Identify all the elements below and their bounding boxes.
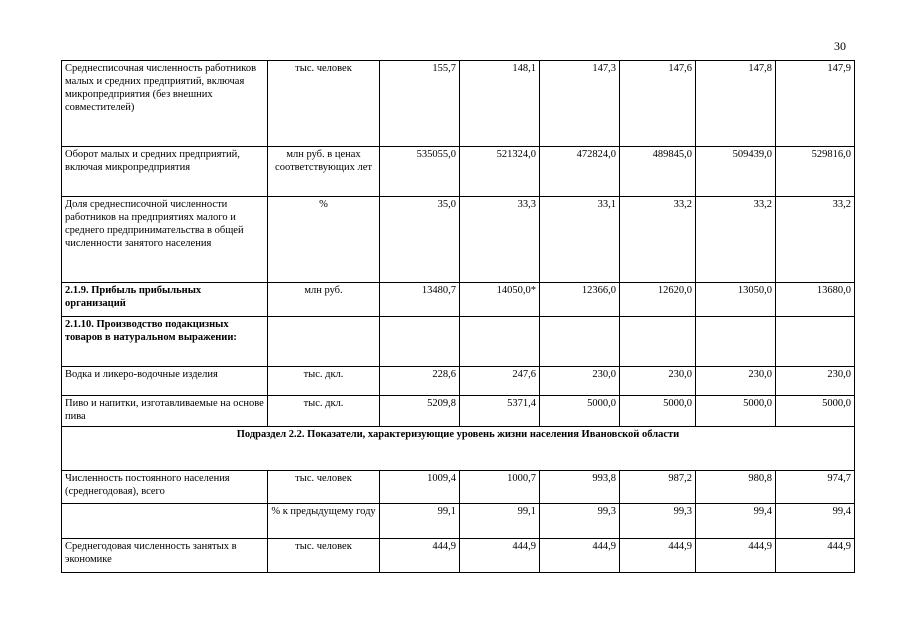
indicators-table — [61, 60, 855, 573]
value-cell: 230,0 — [540, 367, 620, 396]
table-row — [62, 147, 855, 197]
value-cell: 5000,0 — [696, 396, 776, 427]
value-cell: 1000,7 — [460, 471, 540, 504]
table-row — [62, 471, 855, 504]
value-cell: 444,9 — [540, 539, 620, 573]
row-label: Численность постоянного населения (среднегодовая), всего — [62, 471, 268, 504]
subsection-heading: Подраздел 2.2. Показатели, характеризующие уровень жизни населения Ивановской области — [62, 427, 855, 471]
row-label: Оборот малых и средних предприятий, включая микропредприятия — [62, 147, 268, 197]
value-cell: 5000,0 — [540, 396, 620, 427]
row-unit: млн руб. в ценах соответствующих лет — [268, 147, 380, 197]
row-unit: тыс. дкл. — [268, 396, 380, 427]
value-cell: 155,7 — [380, 61, 460, 147]
value-cell: 5209,8 — [380, 396, 460, 427]
value-cell: 12620,0 — [620, 283, 696, 317]
value-cell: 99,4 — [776, 504, 855, 539]
table-row — [62, 367, 855, 396]
value-cell: 230,0 — [696, 367, 776, 396]
row-unit: тыс. человек — [268, 539, 380, 573]
value-cell: 99,3 — [540, 504, 620, 539]
value-cell: 13680,0 — [776, 283, 855, 317]
table-row — [62, 504, 855, 539]
value-cell: 444,9 — [460, 539, 540, 573]
value-cell: 33,3 — [460, 197, 540, 283]
value-cell: 147,6 — [620, 61, 696, 147]
value-cell: 13480,7 — [380, 283, 460, 317]
row-unit: % — [268, 197, 380, 283]
value-cell: 147,8 — [696, 61, 776, 147]
value-cell: 147,3 — [540, 61, 620, 147]
table-row — [62, 317, 855, 367]
value-cell: 13050,0 — [696, 283, 776, 317]
value-cell: 33,2 — [696, 197, 776, 283]
value-cell: 5000,0 — [776, 396, 855, 427]
value-cell: 228,6 — [380, 367, 460, 396]
value-cell: 33,2 — [620, 197, 696, 283]
value-cell: 230,0 — [776, 367, 855, 396]
table-row — [62, 396, 855, 427]
row-label: Доля среднесписочной численности работников на предприятиях малого и среднего предпринимательства в общей численности занятого населения — [62, 197, 268, 283]
row-unit: млн руб. — [268, 283, 380, 317]
value-cell: 1009,4 — [380, 471, 460, 504]
row-unit: тыс. дкл. — [268, 367, 380, 396]
value-cell: 99,3 — [620, 504, 696, 539]
value-cell: 147,9 — [776, 61, 855, 147]
value-cell: 247,6 — [460, 367, 540, 396]
value-cell: 974,7 — [776, 471, 855, 504]
table-row — [62, 283, 855, 317]
row-label — [62, 504, 268, 539]
value-cell: 521324,0 — [460, 147, 540, 197]
value-cell: 99,4 — [696, 504, 776, 539]
value-cell: 14050,0* — [460, 283, 540, 317]
value-cell: 993,8 — [540, 471, 620, 504]
value-cell: 529816,0 — [776, 147, 855, 197]
value-cell: 509439,0 — [696, 147, 776, 197]
value-cell: 489845,0 — [620, 147, 696, 197]
value-cell: 33,2 — [776, 197, 855, 283]
value-cell: 444,9 — [380, 539, 460, 573]
row-label: Среднегодовая численность занятых в экономике — [62, 539, 268, 573]
row-unit: тыс. человек — [268, 471, 380, 504]
value-cell: 444,9 — [776, 539, 855, 573]
value-cell: 5371,4 — [460, 396, 540, 427]
value-cell: 987,2 — [620, 471, 696, 504]
row-label: Пиво и напитки, изготавливаемые на основе пива — [62, 396, 268, 427]
value-cell: 99,1 — [380, 504, 460, 539]
table-row — [62, 61, 855, 147]
value-cell: 444,9 — [696, 539, 776, 573]
value-cell: 230,0 — [620, 367, 696, 396]
page-number: 30 — [834, 39, 846, 53]
section-label: 2.1.9. Прибыль прибыльных организаций — [62, 283, 268, 317]
value-cell: 148,1 — [460, 61, 540, 147]
value-cell: 472824,0 — [540, 147, 620, 197]
row-unit: % к предыдущему году — [268, 504, 380, 539]
value-cell: 444,9 — [620, 539, 696, 573]
value-cell: 99,1 — [460, 504, 540, 539]
value-cell: 33,1 — [540, 197, 620, 283]
table-row — [62, 427, 855, 471]
table-row — [62, 197, 855, 283]
row-label: Водка и ликеро-водочные изделия — [62, 367, 268, 396]
value-cell: 980,8 — [696, 471, 776, 504]
section-label: 2.1.10. Производство подакцизных товаров в натуральном выражении: — [62, 317, 268, 367]
table-row — [62, 539, 855, 573]
value-cell: 12366,0 — [540, 283, 620, 317]
row-unit: тыс. человек — [268, 61, 380, 147]
value-cell: 35,0 — [380, 197, 460, 283]
row-label: Среднесписочная численность работников малых и средних предприятий, включая микропредприятия (без внешних совместителей) — [62, 61, 268, 147]
value-cell: 5000,0 — [620, 396, 696, 427]
value-cell: 535055,0 — [380, 147, 460, 197]
